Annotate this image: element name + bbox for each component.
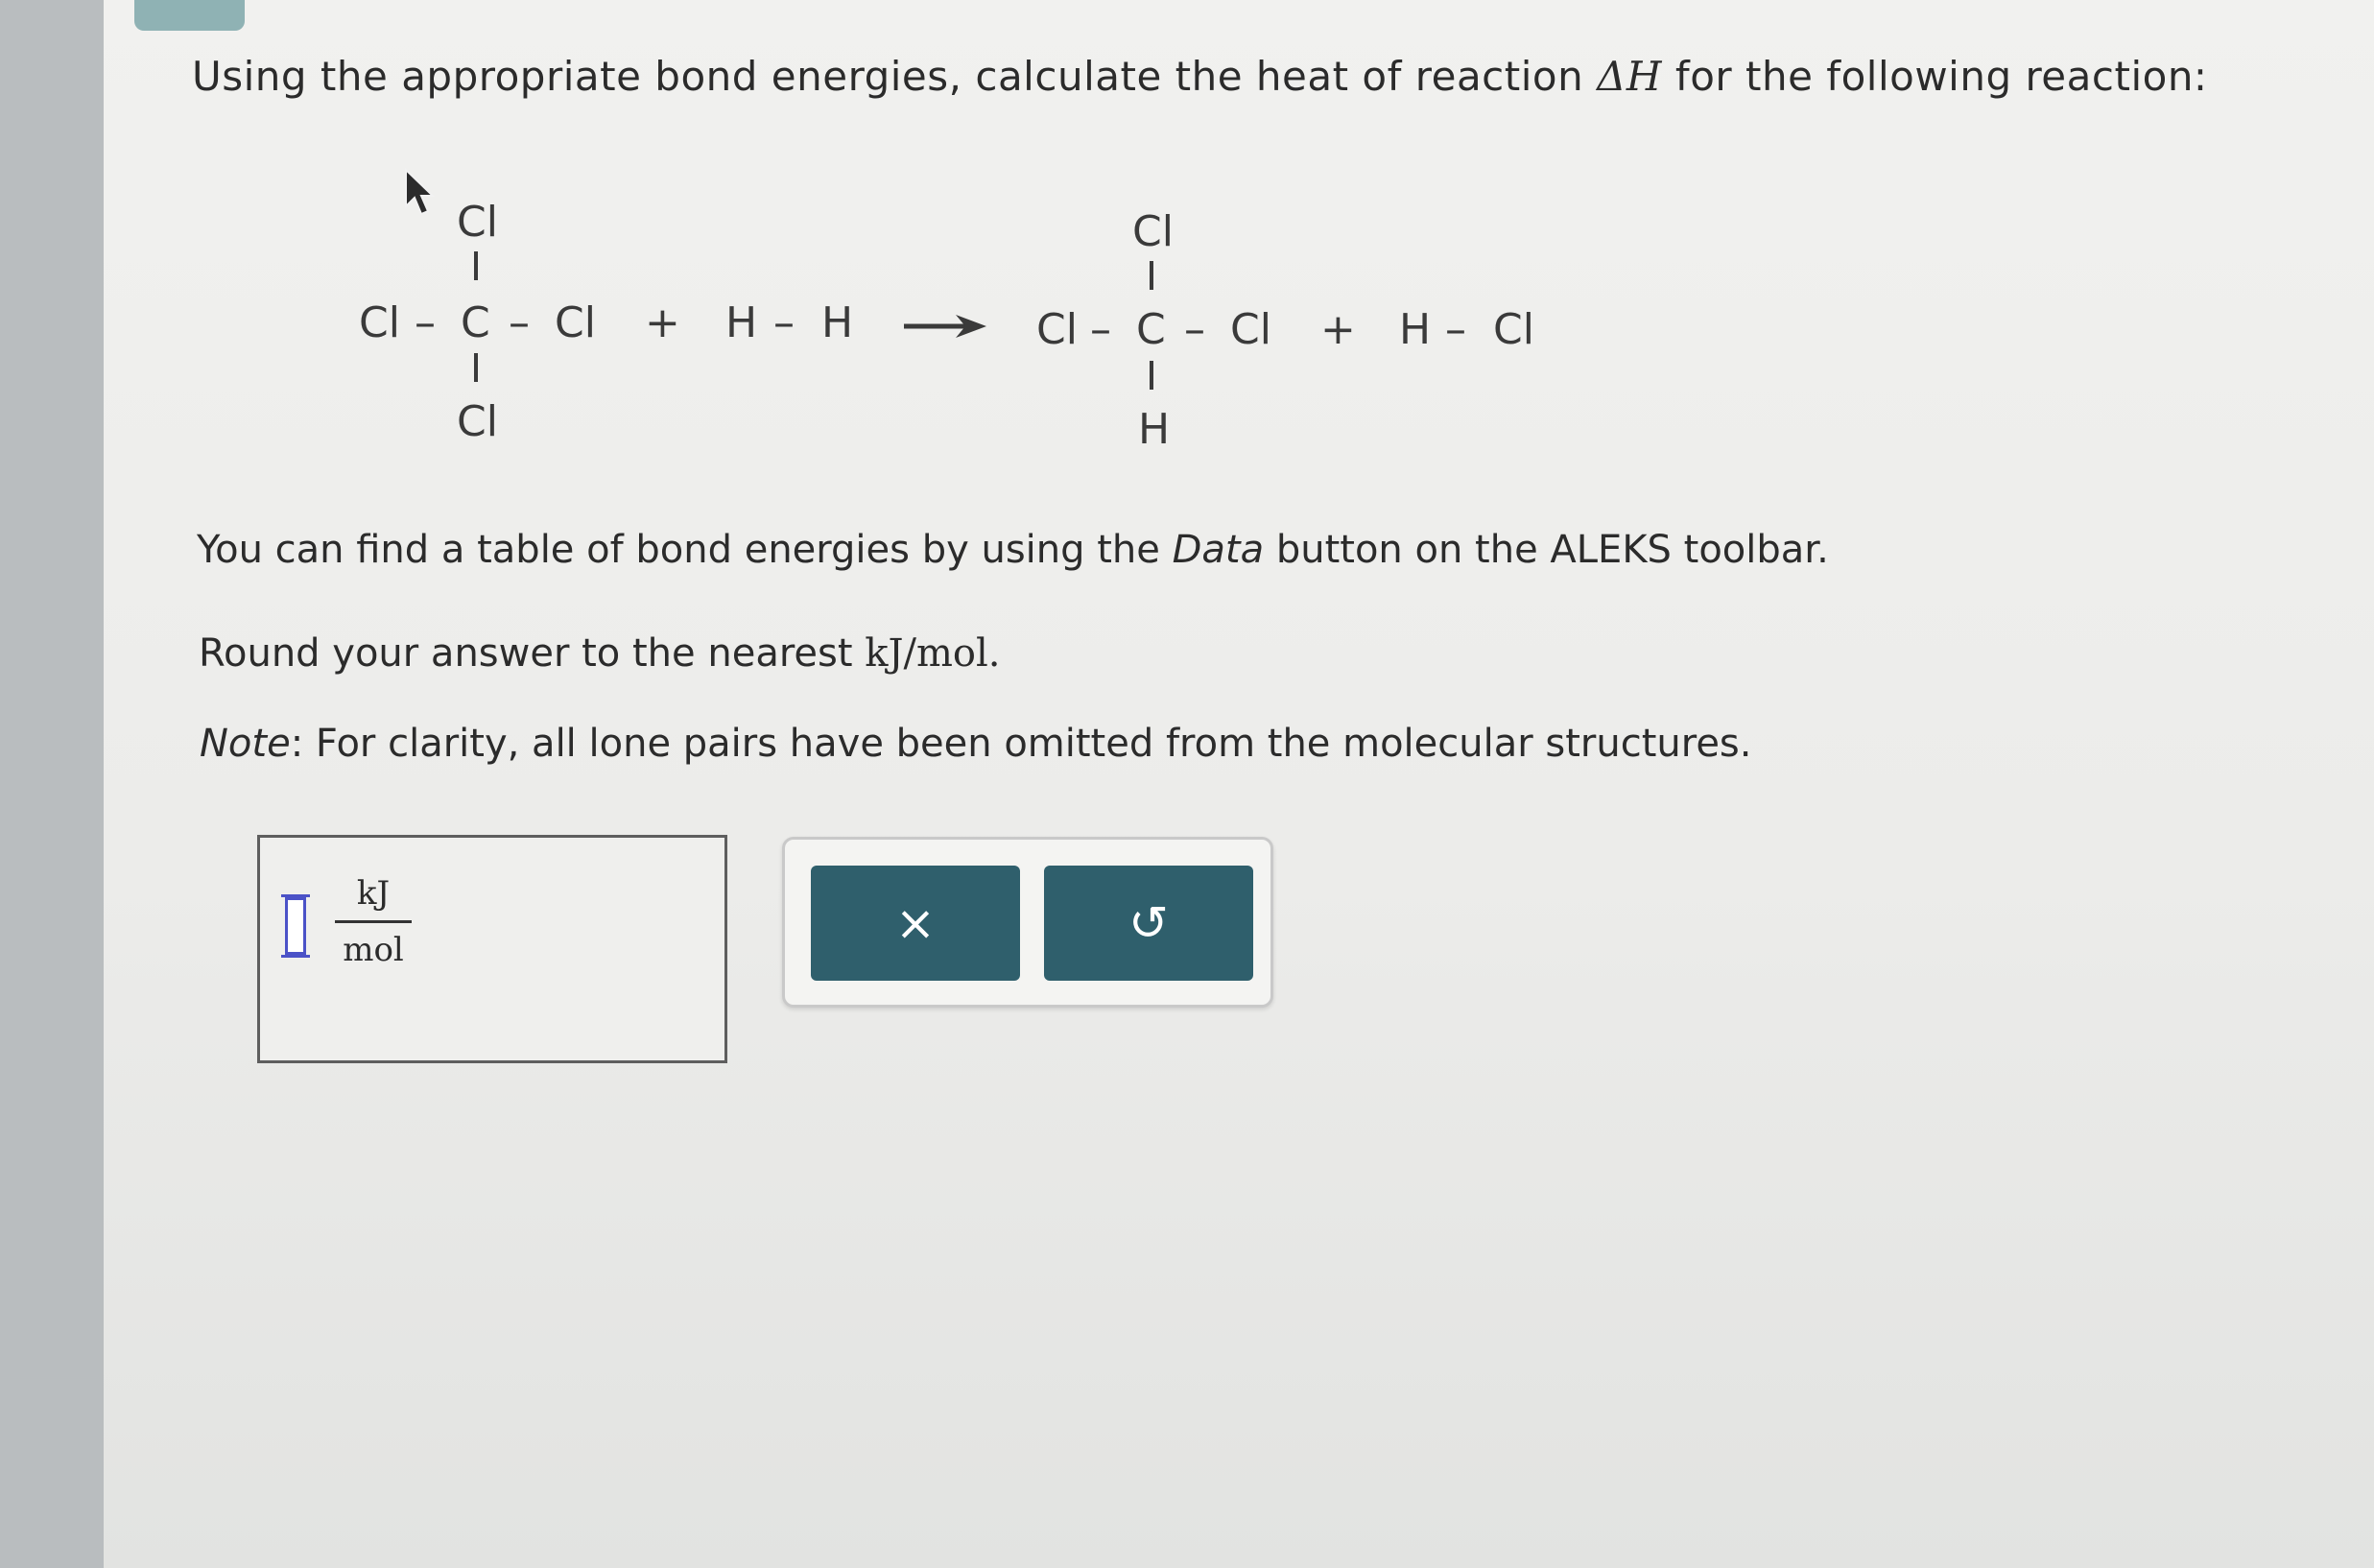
p1-left-bond: – <box>1090 305 1111 354</box>
clear-button[interactable] <box>811 866 1020 981</box>
bond-energy-hint: You can find a table of bond energies by using the Data button on the ALEKS toolbar. <box>197 528 1829 572</box>
question-text <box>192 53 2208 100</box>
undo-button[interactable] <box>1044 866 1253 981</box>
answer-box <box>257 835 727 1063</box>
question-prefix: Using the appropriate bond energies, calculate the heat of reaction <box>192 53 1584 100</box>
p2-left-atom: H <box>1399 305 1432 354</box>
undo-icon: ↺ <box>1128 895 1169 951</box>
r1-bottom-atom: Cl <box>457 397 498 446</box>
unit-text: kJ/mol. <box>865 631 1001 676</box>
r1-left-atom: Cl <box>359 298 400 347</box>
r2-right-atom: H <box>821 298 854 347</box>
close-icon: × <box>895 895 936 951</box>
question-suffix: for the following reaction: <box>1674 53 2208 100</box>
r2-left-atom: H <box>725 298 758 347</box>
answer-toolbar <box>782 837 1273 1008</box>
p1-left-atom: Cl <box>1036 305 1078 354</box>
p2-bond: – <box>1445 305 1466 354</box>
answer-input[interactable] <box>285 897 306 955</box>
r1-right-atom: Cl <box>555 298 596 347</box>
unit-denominator: mol <box>343 931 404 969</box>
plus-sign-2: + <box>1320 305 1356 354</box>
unit-fraction <box>335 874 412 969</box>
r1-right-bond: – <box>509 298 530 347</box>
r1-top-atom: Cl <box>457 198 498 247</box>
p1-top-atom: Cl <box>1132 207 1174 256</box>
p1-center-atom: C <box>1136 305 1166 354</box>
r2-bond: – <box>773 298 795 347</box>
mouse-pointer-icon <box>403 168 436 218</box>
rounding-instruction: Round your answer to the nearest kJ/mol. <box>199 631 1001 676</box>
fraction-bar <box>335 920 412 923</box>
delta-h-symbol: ΔH <box>1597 53 1663 100</box>
unit-numerator: kJ <box>356 874 391 913</box>
p2-right-atom: Cl <box>1493 305 1534 354</box>
lone-pairs-note: Note: For clarity, all lone pairs have been omitted from the molecular structures. <box>200 722 1752 766</box>
p1-right-atom: Cl <box>1230 305 1271 354</box>
r1-left-bond: – <box>415 298 436 347</box>
data-reference: Data <box>1172 528 1265 572</box>
screen <box>104 0 2374 1568</box>
plus-sign-1: + <box>645 298 680 347</box>
p1-bottom-atom: H <box>1138 405 1171 454</box>
top-tab[interactable] <box>134 0 245 31</box>
r1-center-atom: C <box>461 298 490 347</box>
p1-right-bond: – <box>1184 305 1205 354</box>
